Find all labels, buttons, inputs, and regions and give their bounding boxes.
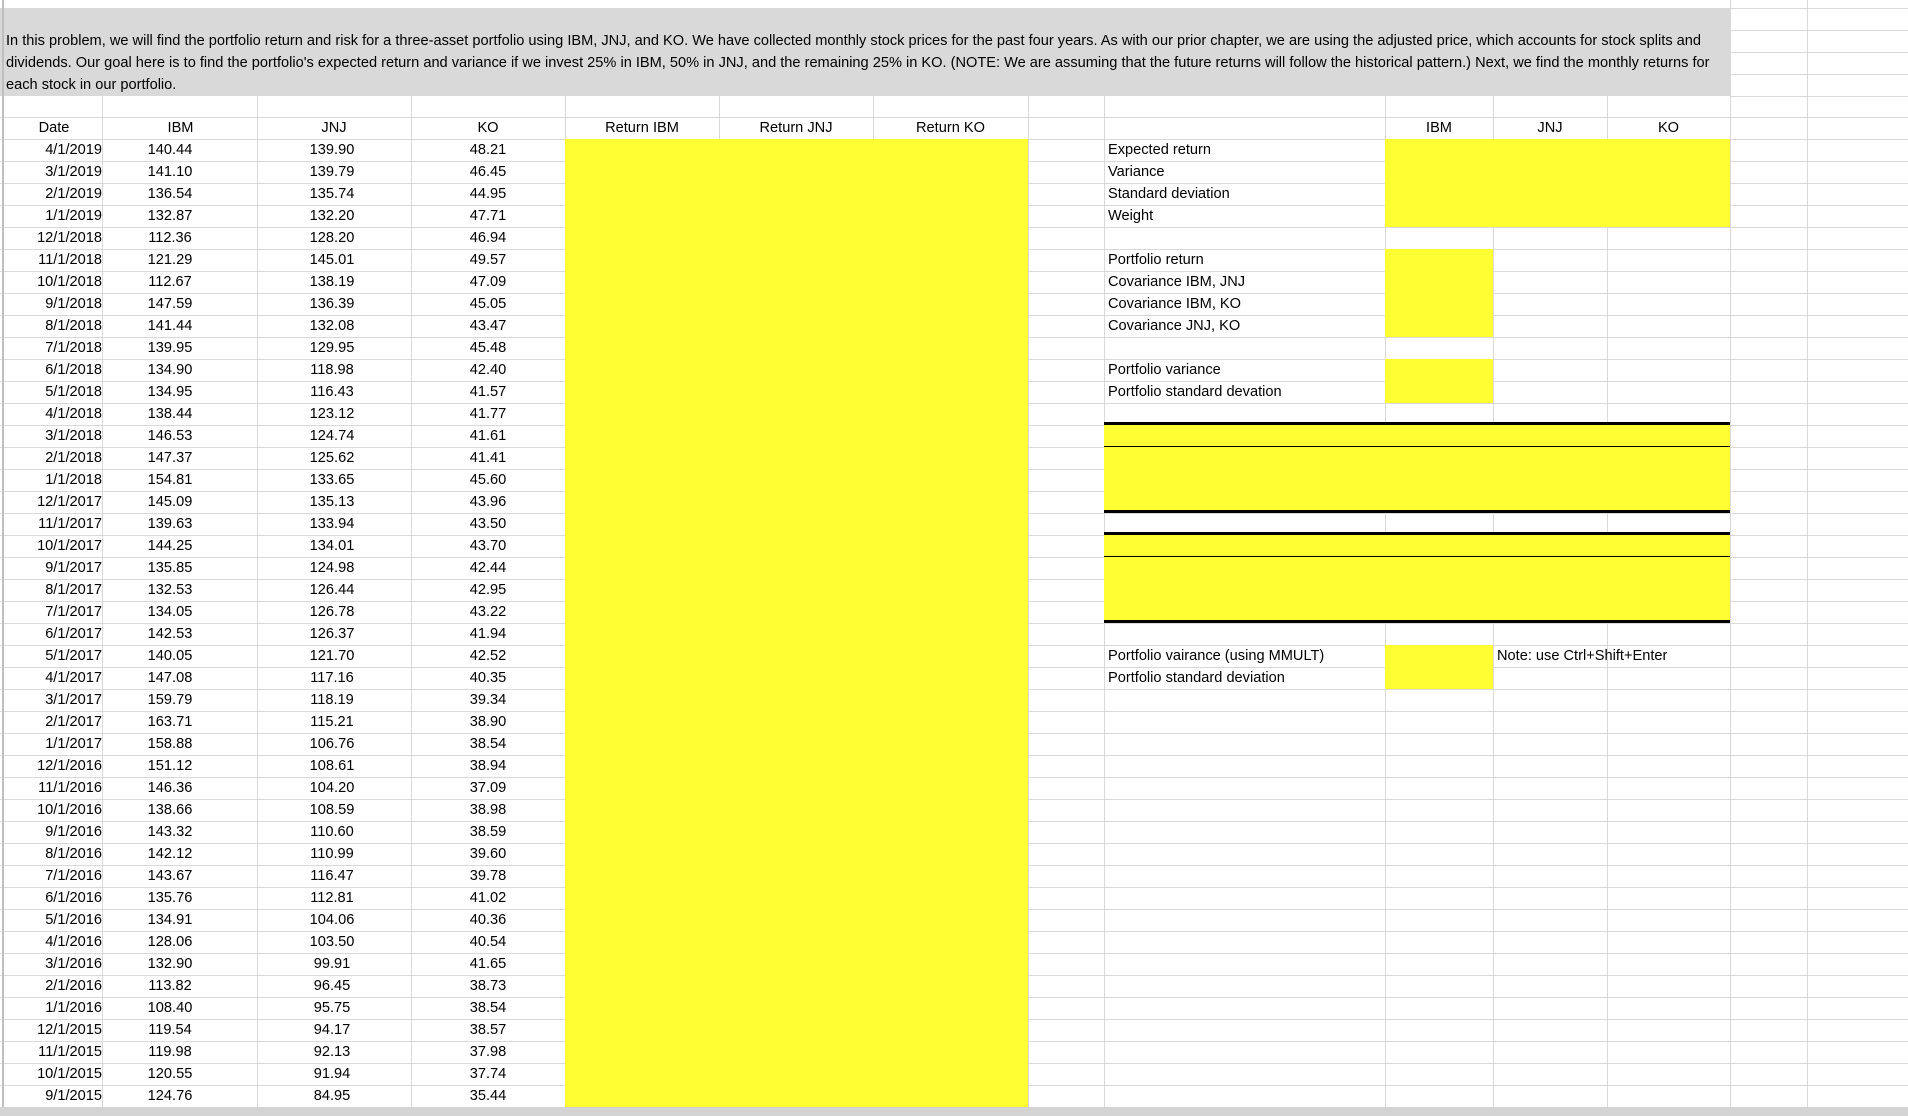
cell-ko-price[interactable]: 42.40: [469, 362, 507, 378]
horizontal-scrollbar[interactable]: [0, 1107, 1908, 1116]
cell-date[interactable]: 9/1/2015: [45, 1088, 102, 1104]
cell-jnj-price[interactable]: 125.62: [309, 450, 355, 466]
cell-date[interactable]: 3/1/2019: [45, 164, 102, 180]
cell-date[interactable]: 8/1/2018: [45, 318, 102, 334]
work-area-2[interactable]: [1104, 535, 1730, 621]
border-line: [1104, 446, 1730, 447]
cell-ko-price[interactable]: 41.94: [469, 626, 507, 642]
portfolio-variance-input-area[interactable]: [1385, 359, 1493, 403]
cell-jnj-price[interactable]: 103.50: [309, 934, 355, 950]
cell-ibm-price[interactable]: 158.88: [147, 736, 193, 752]
label-weight[interactable]: Weight: [1108, 208, 1154, 224]
cell-date[interactable]: 3/1/2016: [45, 956, 102, 972]
cell-ko-price[interactable]: 45.05: [469, 296, 507, 312]
cell-ibm-price[interactable]: 138.66: [147, 802, 193, 818]
cell-date[interactable]: 7/1/2018: [45, 340, 102, 356]
cell-jnj-price[interactable]: 135.74: [309, 186, 355, 202]
cell-jnj-price[interactable]: 104.20: [309, 780, 355, 796]
cell-ko-price[interactable]: 42.44: [469, 560, 507, 576]
cell-jnj-price[interactable]: 118.19: [310, 692, 354, 708]
cell-date[interactable]: 1/1/2017: [45, 736, 102, 752]
cell-date[interactable]: 9/1/2017: [45, 560, 102, 576]
cell-jnj-price[interactable]: 121.70: [309, 648, 355, 664]
label-portfolio-return[interactable]: Portfolio return: [1108, 252, 1204, 268]
cell-date[interactable]: 11/1/2016: [38, 780, 102, 796]
header-jnj[interactable]: JNJ: [321, 120, 347, 136]
cell-ibm-price[interactable]: 119.98: [148, 1044, 192, 1060]
border-line: [1104, 510, 1730, 513]
cell-ibm-price[interactable]: 145.09: [147, 494, 193, 510]
header-return-ko[interactable]: Return KO: [916, 120, 985, 136]
cell-jnj-price[interactable]: 92.13: [313, 1044, 351, 1060]
cell-date[interactable]: 1/1/2019: [45, 208, 102, 224]
cell-jnj-price[interactable]: 96.45: [313, 978, 351, 994]
cell-date[interactable]: 12/1/2015: [37, 1022, 102, 1038]
cell-date[interactable]: 11/1/2015: [38, 1044, 102, 1060]
cell-ibm-price[interactable]: 142.53: [147, 626, 193, 642]
cell-ibm-price[interactable]: 163.71: [147, 714, 193, 730]
cell-ko-price[interactable]: 37.98: [469, 1044, 507, 1060]
cell-jnj-price[interactable]: 126.37: [309, 626, 355, 642]
cell-date[interactable]: 11/1/2017: [38, 516, 102, 532]
border-line: [1104, 422, 1730, 425]
cell-ko-price[interactable]: 41.41: [469, 450, 507, 466]
header-date[interactable]: Date: [38, 120, 70, 136]
cell-ko-price[interactable]: 40.35: [469, 670, 507, 686]
cell-ibm-price[interactable]: 121.29: [147, 252, 193, 268]
border-line: [1104, 620, 1730, 623]
cell-ko-price[interactable]: 47.71: [469, 208, 507, 224]
cell-ibm-price[interactable]: 134.90: [147, 362, 193, 378]
cell-ko-price[interactable]: 38.98: [469, 802, 507, 818]
stats-input-area[interactable]: [1385, 139, 1730, 227]
cell-date[interactable]: 6/1/2018: [45, 362, 102, 378]
cell-ibm-price[interactable]: 135.76: [147, 890, 193, 906]
cell-jnj-price[interactable]: 110.99: [310, 846, 354, 862]
covariance-input-area[interactable]: [1385, 249, 1493, 337]
cell-ibm-price[interactable]: 138.44: [147, 406, 193, 422]
grid-column-line: [1730, 0, 1731, 1116]
cell-ibm-price[interactable]: 141.44: [147, 318, 193, 334]
cell-ibm-price[interactable]: 146.36: [147, 780, 193, 796]
cell-ibm-price[interactable]: 147.37: [147, 450, 193, 466]
cell-jnj-price[interactable]: 95.75: [313, 1000, 351, 1016]
cell-ko-price[interactable]: 35.44: [469, 1088, 507, 1104]
cell-ko-price[interactable]: 46.45: [469, 164, 507, 180]
cell-ibm-price[interactable]: 134.95: [147, 384, 193, 400]
header-stat-ibm[interactable]: IBM: [1426, 120, 1452, 136]
cell-ibm-price[interactable]: 141.10: [147, 164, 193, 180]
sheet-left-border: [2, 0, 4, 1116]
cell-jnj-price[interactable]: 133.65: [309, 472, 355, 488]
cell-ibm-price[interactable]: 159.79: [147, 692, 193, 708]
cell-ko-price[interactable]: 43.70: [469, 538, 507, 554]
cell-date[interactable]: 10/1/2016: [37, 802, 102, 818]
cell-date[interactable]: 1/1/2018: [45, 472, 102, 488]
cell-jnj-price[interactable]: 84.95: [313, 1088, 351, 1104]
cell-ibm-price[interactable]: 132.53: [147, 582, 193, 598]
cell-ko-price[interactable]: 39.78: [469, 868, 507, 884]
cell-date[interactable]: 8/1/2017: [45, 582, 102, 598]
label-variance[interactable]: Variance: [1108, 164, 1165, 180]
label-portfolio-std-2[interactable]: Portfolio standard deviation: [1108, 670, 1285, 686]
cell-ibm-price[interactable]: 139.63: [147, 516, 193, 532]
cell-ko-price[interactable]: 43.22: [469, 604, 507, 620]
cell-ibm-price[interactable]: 144.25: [147, 538, 193, 554]
cell-ko-price[interactable]: 39.60: [469, 846, 507, 862]
cell-ibm-price[interactable]: 143.32: [147, 824, 193, 840]
cell-date[interactable]: 12/1/2018: [37, 230, 102, 246]
cell-date[interactable]: 5/1/2016: [45, 912, 102, 928]
cell-date[interactable]: 10/1/2017: [37, 538, 102, 554]
cell-date[interactable]: 12/1/2017: [37, 494, 102, 510]
header-return-ibm[interactable]: Return IBM: [605, 120, 679, 136]
cell-ko-price[interactable]: 38.73: [469, 978, 507, 994]
cell-ibm-price[interactable]: 108.40: [147, 1000, 193, 1016]
border-line: [1104, 532, 1730, 535]
cell-ibm-price[interactable]: 151.12: [147, 758, 193, 774]
cell-ibm-price[interactable]: 142.12: [147, 846, 193, 862]
cell-ibm-price[interactable]: 113.82: [148, 978, 192, 994]
cell-jnj-price[interactable]: 118.98: [310, 362, 354, 378]
cell-date[interactable]: 3/1/2017: [45, 692, 102, 708]
header-ko[interactable]: KO: [477, 120, 499, 136]
grid-row-line: [1730, 96, 1908, 97]
label-expected-return[interactable]: Expected return: [1108, 142, 1212, 158]
cell-date[interactable]: 12/1/2016: [37, 758, 102, 774]
cell-jnj-price[interactable]: 112.81: [310, 890, 354, 906]
cell-jnj-price[interactable]: 108.59: [309, 802, 355, 818]
cell-ko-price[interactable]: 39.34: [469, 692, 507, 708]
work-area-1[interactable]: [1104, 425, 1730, 513]
cell-date[interactable]: 9/1/2018: [45, 296, 102, 312]
cell-ko-price[interactable]: 38.90: [469, 714, 507, 730]
cell-date[interactable]: 2/1/2017: [45, 714, 102, 730]
cell-ibm-price[interactable]: 112.36: [148, 230, 192, 246]
cell-jnj-price[interactable]: 145.01: [309, 252, 355, 268]
border-line: [1104, 556, 1730, 557]
cell-ko-price[interactable]: 45.48: [469, 340, 507, 356]
cell-jnj-price[interactable]: 132.20: [309, 208, 355, 224]
grid-row-line: [1730, 8, 1908, 9]
cell-date[interactable]: 5/1/2017: [45, 648, 102, 664]
cell-ibm-price[interactable]: 154.81: [147, 472, 193, 488]
label-portfolio-variance-mmult[interactable]: Portfolio vairance (using MMULT): [1108, 648, 1325, 664]
cell-jnj-price[interactable]: 115.21: [310, 714, 354, 730]
cell-jnj-price[interactable]: 104.06: [309, 912, 355, 928]
cell-ko-price[interactable]: 44.95: [469, 186, 507, 202]
cell-jnj-price[interactable]: 129.95: [309, 340, 355, 356]
cell-ko-price[interactable]: 41.65: [469, 956, 507, 972]
cell-date[interactable]: 5/1/2018: [45, 384, 102, 400]
cell-ko-price[interactable]: 38.54: [469, 1000, 507, 1016]
cell-ibm-price[interactable]: 112.67: [148, 274, 192, 290]
cell-date[interactable]: 4/1/2019: [45, 142, 102, 158]
cell-ko-price[interactable]: 43.50: [469, 516, 507, 532]
cell-jnj-price[interactable]: 117.16: [310, 670, 354, 686]
cell-date[interactable]: 7/1/2016: [45, 868, 102, 884]
cell-ko-price[interactable]: 37.09: [469, 780, 507, 796]
cell-jnj-price[interactable]: 138.19: [309, 274, 355, 290]
cell-jnj-price[interactable]: 139.90: [309, 142, 355, 158]
cell-jnj-price[interactable]: 94.17: [313, 1022, 351, 1038]
header-return-jnj[interactable]: Return JNJ: [759, 120, 833, 136]
cell-date[interactable]: 9/1/2016: [45, 824, 102, 840]
cell-date[interactable]: 10/1/2015: [37, 1066, 102, 1082]
cell-ko-price[interactable]: 40.54: [469, 934, 507, 950]
cell-jnj-price[interactable]: 91.94: [313, 1066, 351, 1082]
cell-ko-price[interactable]: 41.57: [469, 384, 507, 400]
mmult-input-area[interactable]: [1385, 645, 1493, 689]
label-std-dev[interactable]: Standard deviation: [1108, 186, 1230, 202]
cell-date[interactable]: 1/1/2016: [45, 1000, 102, 1016]
cell-ko-price[interactable]: 37.74: [469, 1066, 507, 1082]
cell-jnj-price[interactable]: 99.91: [313, 956, 351, 972]
cell-ibm-price[interactable]: 136.54: [147, 186, 193, 202]
cell-jnj-price[interactable]: 116.47: [310, 868, 354, 884]
cell-ibm-price[interactable]: 128.06: [147, 934, 193, 950]
cell-jnj-price[interactable]: 110.60: [310, 824, 354, 840]
cell-date[interactable]: 2/1/2019: [45, 186, 102, 202]
cell-ko-price[interactable]: 49.57: [469, 252, 507, 268]
cell-jnj-price[interactable]: 116.43: [310, 384, 354, 400]
cell-ko-price[interactable]: 41.61: [469, 428, 507, 444]
cell-ko-price[interactable]: 46.94: [469, 230, 507, 246]
cell-ibm-price[interactable]: 132.87: [147, 208, 193, 224]
cell-ibm-price[interactable]: 140.05: [147, 648, 193, 664]
cell-ko-price[interactable]: 43.47: [469, 318, 507, 334]
cell-ko-price[interactable]: 38.94: [469, 758, 507, 774]
cell-date[interactable]: 4/1/2017: [45, 670, 102, 686]
cell-ibm-price[interactable]: 135.85: [147, 560, 193, 576]
cell-ko-price[interactable]: 43.96: [469, 494, 507, 510]
cell-jnj-price[interactable]: 124.98: [309, 560, 355, 576]
grid-row-line: [1730, 74, 1908, 75]
label-portfolio-std[interactable]: Portfolio standard devation: [1108, 384, 1282, 400]
cell-jnj-price[interactable]: 132.08: [309, 318, 355, 334]
cell-ko-price[interactable]: 45.60: [469, 472, 507, 488]
cell-jnj-price[interactable]: 124.74: [309, 428, 355, 444]
cell-date[interactable]: 2/1/2018: [45, 450, 102, 466]
cell-ibm-price[interactable]: 146.53: [147, 428, 193, 444]
cell-ibm-price[interactable]: 132.90: [147, 956, 193, 972]
cell-date[interactable]: 8/1/2016: [45, 846, 102, 862]
cell-date[interactable]: 2/1/2016: [45, 978, 102, 994]
cell-jnj-price[interactable]: 136.39: [309, 296, 355, 312]
cell-ko-price[interactable]: 41.77: [469, 406, 507, 422]
cell-ibm-price[interactable]: 147.08: [147, 670, 193, 686]
cell-ibm-price[interactable]: 139.95: [147, 340, 193, 356]
cell-jnj-price[interactable]: 133.94: [309, 516, 355, 532]
header-ibm[interactable]: IBM: [167, 120, 194, 136]
grid-row-line: [1730, 30, 1908, 31]
cell-date[interactable]: 7/1/2017: [45, 604, 102, 620]
cell-jnj-price[interactable]: 106.76: [309, 736, 355, 752]
cell-date[interactable]: 3/1/2018: [45, 428, 102, 444]
cell-jnj-price[interactable]: 135.13: [309, 494, 355, 510]
cell-ko-price[interactable]: 38.54: [469, 736, 507, 752]
cell-jnj-price[interactable]: 126.78: [309, 604, 355, 620]
cell-date[interactable]: 4/1/2018: [45, 406, 102, 422]
cell-ibm-price[interactable]: 140.44: [147, 142, 193, 158]
label-cov-ibm-jnj[interactable]: Covariance IBM, JNJ: [1108, 274, 1246, 290]
cell-date[interactable]: 10/1/2018: [37, 274, 102, 290]
cell-ibm-price[interactable]: 143.67: [147, 868, 193, 884]
cell-ibm-price[interactable]: 134.91: [147, 912, 193, 928]
returns-input-area[interactable]: [565, 139, 1028, 1107]
cell-ko-price[interactable]: 38.57: [469, 1022, 507, 1038]
cell-ko-price[interactable]: 47.09: [469, 274, 507, 290]
cell-date[interactable]: 6/1/2016: [45, 890, 102, 906]
note-ctrl-shift-enter: Note: use Ctrl+Shift+Enter: [1497, 648, 1668, 664]
label-cov-jnj-ko[interactable]: Covariance JNJ, KO: [1108, 318, 1241, 334]
cell-jnj-price[interactable]: 126.44: [309, 582, 355, 598]
cell-ko-price[interactable]: 42.52: [469, 648, 507, 664]
cell-ibm-price[interactable]: 147.59: [147, 296, 193, 312]
cell-ko-price[interactable]: 48.21: [469, 142, 507, 158]
cell-ibm-price[interactable]: 120.55: [147, 1066, 193, 1082]
cell-ko-price[interactable]: 41.02: [469, 890, 507, 906]
cell-date[interactable]: 6/1/2017: [45, 626, 102, 642]
grid-row-line: [1730, 52, 1908, 53]
intro-text[interactable]: In this problem, we will find the portfolio return and risk for a three-asset portfolio using IBM, JNJ, and KO. We have collected monthly stock prices for the past four years. As with our prior chapter, we are using the adjusted price, which accounts for stock splits and dividends. Our goal here is to find the portfolio's expected return and variance if we invest 25% in IBM, 50% in JNJ, and the remaining 25% in KO. (NOTE: We are assuming that the future returns will follow the historical pattern.) Next, we find the monthly returns for each stock in our portfolio.: [6, 33, 1710, 93]
cell-ibm-price[interactable]: 124.76: [147, 1088, 193, 1104]
cell-jnj-price[interactable]: 123.12: [309, 406, 355, 422]
cell-jnj-price[interactable]: 134.01: [309, 538, 355, 554]
cell-date[interactable]: 4/1/2016: [45, 934, 102, 950]
cell-jnj-price[interactable]: 108.61: [309, 758, 355, 774]
header-stat-jnj[interactable]: JNJ: [1537, 120, 1563, 136]
cell-jnj-price[interactable]: 139.79: [309, 164, 355, 180]
label-cov-ibm-ko[interactable]: Covariance IBM, KO: [1108, 296, 1242, 312]
label-portfolio-variance[interactable]: Portfolio variance: [1108, 362, 1221, 378]
cell-ibm-price[interactable]: 134.05: [147, 604, 193, 620]
cell-jnj-price[interactable]: 128.20: [309, 230, 355, 246]
cell-date[interactable]: 11/1/2018: [38, 252, 102, 268]
cell-ibm-price[interactable]: 119.54: [148, 1022, 192, 1038]
cell-ko-price[interactable]: 38.59: [469, 824, 507, 840]
cell-ko-price[interactable]: 40.36: [469, 912, 507, 928]
grid-column-line: [1807, 0, 1808, 1116]
header-stat-ko[interactable]: KO: [1657, 120, 1680, 136]
cell-ko-price[interactable]: 42.95: [469, 582, 507, 598]
